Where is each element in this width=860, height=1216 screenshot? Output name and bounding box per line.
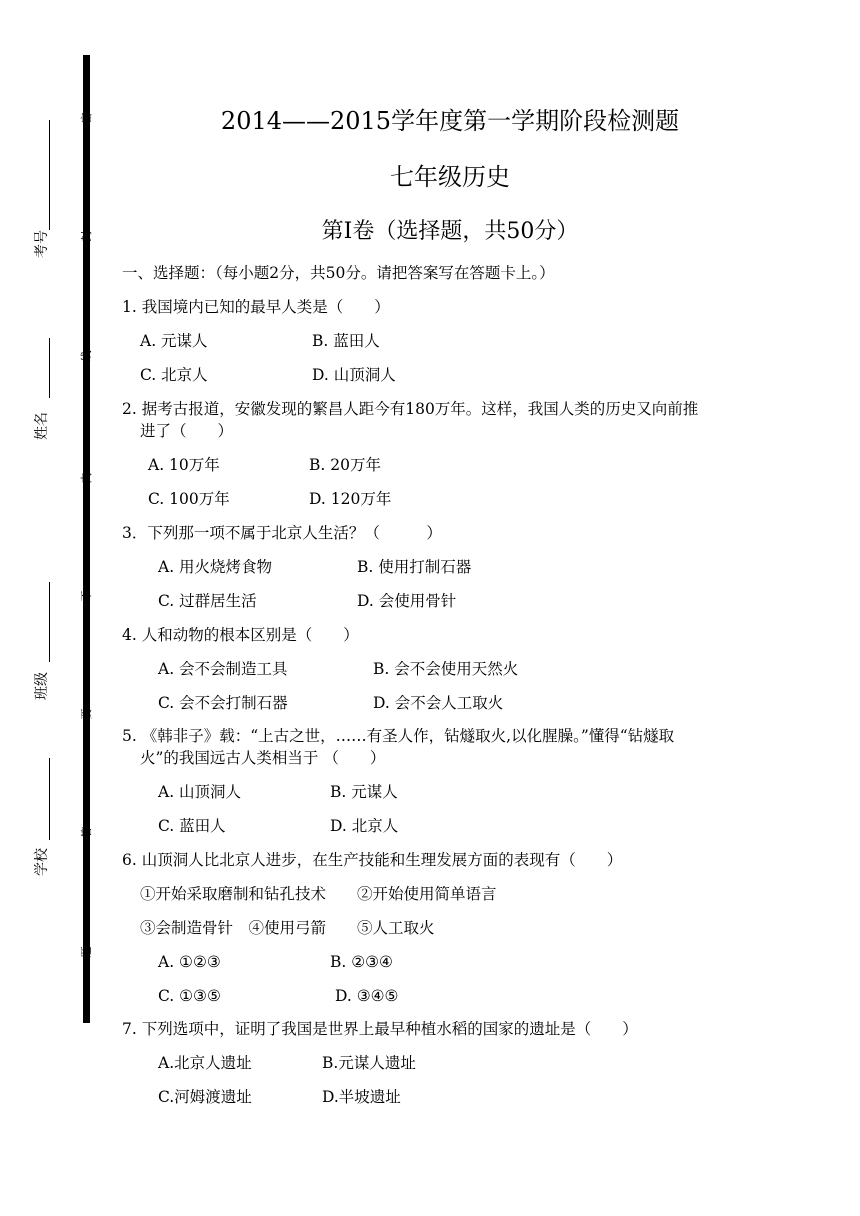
option-a: A. 元谋人	[140, 332, 208, 350]
option-d: D. 山顶洞人	[312, 366, 396, 384]
option-c: C. 过群居生活	[158, 592, 257, 610]
seal-char: 题	[80, 946, 93, 958]
question-stem: 5. 《韩非子》载：“上古之世，……有圣人作，钻燧取火,以化腥臊。”懂得“钻燧取	[122, 727, 675, 745]
seal-char: 不	[80, 590, 93, 602]
seal-char: 线	[80, 350, 93, 362]
question-stem: 3．下列那一项不属于北京人生活？（ ）	[122, 524, 442, 542]
option-a: A. 10万年	[148, 456, 220, 474]
option-c: C.河姆渡遗址	[158, 1088, 252, 1106]
option-d: D. 北京人	[330, 817, 399, 835]
statement-line: ①开始采取磨制和钻孔技术 ②开始使用简单语言	[140, 885, 497, 903]
question-stem: 7. 下列选项中，证明了我国是世界上最早种植水稻的国家的遗址是（ ）	[122, 1020, 638, 1038]
seal-char: 密	[80, 112, 93, 124]
option-c: C. 会不会打制石器	[158, 694, 288, 712]
option-b: B.元谋人遗址	[322, 1054, 416, 1072]
option-a: A. 山顶洞人	[158, 783, 242, 801]
option-d: D.半坡遗址	[322, 1088, 401, 1106]
class-line	[49, 582, 50, 662]
instructions: 一、选择题：（每小题2分，共50分。请把答案写在答题卡上。）	[122, 264, 555, 282]
statement-line: ③会制造骨针 ④使用弓箭 ⑤人工取火	[140, 919, 435, 937]
name-line	[49, 338, 50, 398]
name-label: 姓名	[34, 412, 50, 440]
option-c: C. 100万年	[148, 490, 230, 508]
option-d: D. 会使用骨针	[357, 592, 457, 610]
seal-char: 内	[80, 472, 93, 484]
exam-no-label: 考号	[34, 230, 50, 258]
option-c: C. ①③⑤	[158, 987, 221, 1005]
option-a: A. 用火烧烤食物	[158, 558, 273, 576]
option-b: B. 元谋人	[330, 783, 398, 801]
option-c: C. 北京人	[140, 366, 208, 384]
option-a: A. 会不会制造工具	[158, 660, 288, 678]
school-line	[49, 758, 50, 840]
exam-title: 2014——2015学年度第一学期阶段检测题	[220, 107, 680, 135]
question-stem: 6. 山顶洞人比北京人进步，在生产技能和生理发展方面的表现有（ ）	[122, 851, 623, 869]
school-label: 学校	[34, 848, 50, 876]
option-b: B. 会不会使用天然火	[373, 660, 519, 678]
binding-bar	[83, 55, 90, 1023]
option-b: B. 20万年	[309, 456, 381, 474]
question-stem: 2. 据考古报道，安徽发现的繁昌人距今有180万年。这样，我国人类的历史又向前推	[122, 400, 699, 418]
subject-title: 七年级历史	[390, 163, 510, 191]
question-stem-cont: 进了（ ）	[140, 422, 234, 440]
seal-char: 要	[80, 708, 93, 720]
option-d: D. 120万年	[309, 490, 392, 508]
question-stem-cont: 火”的我国远古人类相当于 （ ）	[140, 749, 386, 767]
section-title: 第Ⅰ卷（选择题，共50分）	[321, 219, 579, 244]
option-a: A.北京人遗址	[158, 1054, 252, 1072]
option-a: A. ①②③	[158, 953, 221, 971]
option-b: B. 蓝田人	[312, 332, 380, 350]
option-b: B. 使用打制石器	[357, 558, 472, 576]
option-c: C. 蓝田人	[158, 817, 226, 835]
question-stem: 4. 人和动物的根本区别是（ ）	[122, 626, 359, 644]
seal-char: 答	[80, 826, 93, 838]
question-stem: 1. 我国境内已知的最早人类是（ ）	[122, 298, 390, 316]
class-label: 班级	[34, 672, 50, 700]
option-d: D. 会不会人工取火	[373, 694, 504, 712]
option-d: D. ③④⑤	[335, 987, 399, 1005]
option-b: B. ②③④	[330, 953, 393, 971]
seal-char: 封	[80, 230, 93, 242]
